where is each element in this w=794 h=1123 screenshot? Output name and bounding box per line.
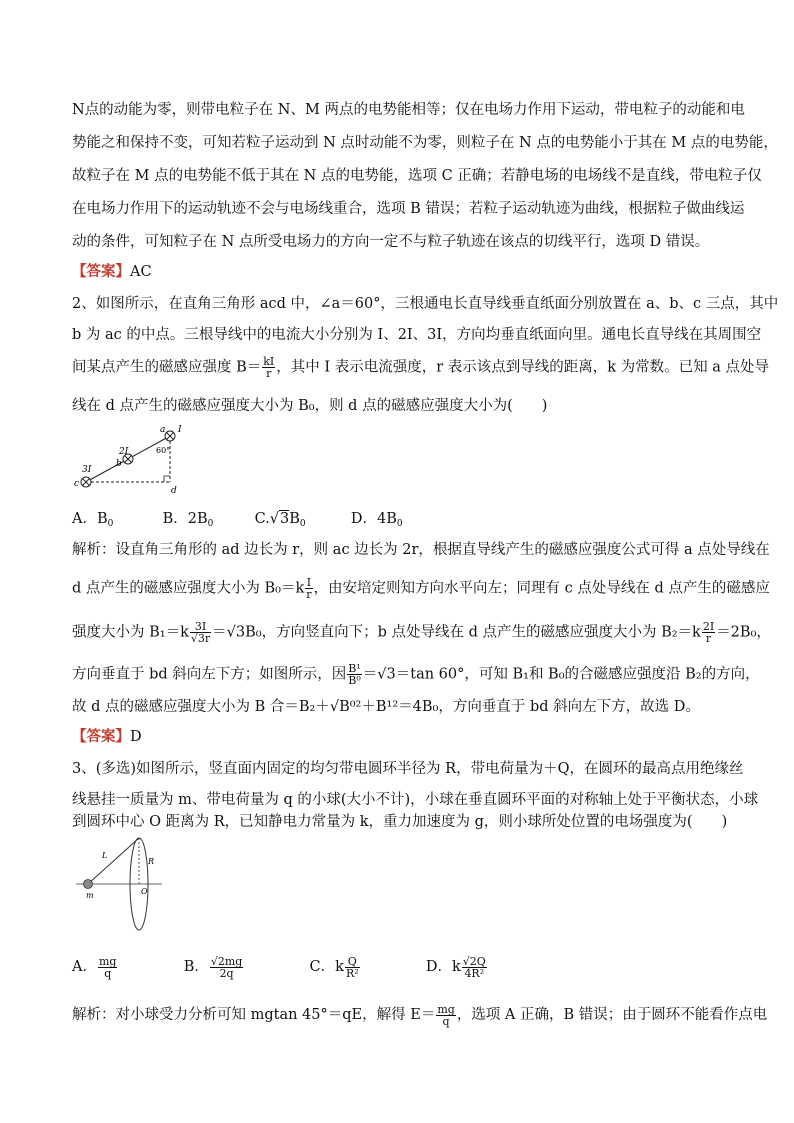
wire-c-icon [81, 477, 91, 487]
options-row [72, 952, 488, 982]
solution-line: 方向垂直于 bd 斜向左下方；如图所示，因 $\frac{\text{B¹}}{\text{B⁰}}$ ＝√3＝tan 60°，可知 B₁和 B₀的合磁感应强度沿 B₂的方向， [72, 662, 760, 687]
option-b: B．$2B_0$ [162, 511, 214, 529]
solution-line: 解析：对小球受力分析可知 mgtan 45°＝qE，解得 E＝ $\frac{mg}{q}$ ，选项 A 正确，B 错误；由于圆环不能看作点电 [72, 1002, 768, 1028]
question-2-line: 间某点产生的磁感应强度 B＝ $\frac{kI}{r}$ ，其中 I 表示电流强度，r 表示该点到导线的距离，k 为常数。已知 a 点处导 [72, 355, 770, 380]
answer-line [72, 262, 152, 282]
svg-text:3I: 3I [82, 465, 92, 475]
question-2-line: 线在 d 点产生的磁感应强度大小为 B₀，则 d 点的磁感应强度大小为( ) [72, 398, 548, 414]
solution-line: d 点产生的磁感应强度大小为 B₀＝k $\frac{I}{r}$ ，由安培定则知方向水平向左；同理有 c 点处导线在 d 点产生的磁感应 [72, 576, 770, 601]
svg-text:O: O [141, 887, 148, 896]
svg-text:a: a [160, 425, 166, 435]
answer-tag: 【答案】 [72, 728, 130, 745]
fraction: $\frac{kI}{r}$ [263, 355, 275, 380]
option-a: A．$B_0$ [72, 511, 114, 529]
question-3-line: 3、(多选)如图所示，竖直面内固定的均匀带电圆环半径为 R，带电荷量为＋Q，在圆环的最高点用绝缘丝 [72, 761, 744, 777]
svg-text:R: R [148, 857, 155, 866]
question-3-line: 到圆环中心 O 距离为 R，已知静电力常量为 k，重力加速度为 g，则小球所处位置的电场强度为( ) [72, 814, 728, 830]
question-2-line: b 为 ac 的中点。三根导线中的电流大小分别为 I、2I、3I，方向均垂直纸面向里。通电长直导线在其周围空 [72, 327, 762, 343]
svg-text:60°: 60° [156, 446, 171, 455]
svg-text:d: d [171, 486, 177, 496]
option-d: D．k $\frac{√2Q}{\text{4R²}}$ [425, 954, 486, 980]
text-line: 势能之和保持不变，可知若粒子运动到 N 点时动能不为零，则粒子在 N 点的电势能小于其在 M 点的电势能， [72, 135, 778, 151]
option-b: B． $\frac{√2mg}{2q}$ [183, 954, 243, 980]
text-line: 故粒子在 M 点的电势能不低于其在 N 点的电势能，选项 C 正确；若静电场的电场线不是直线，带电粒子仅 [72, 168, 762, 184]
text-line: 在电场力作用下的运动轨迹不会与电场线重合，选项 B 错误；若粒子运动轨迹为曲线，根据粒子做曲线运 [72, 201, 745, 217]
solution-line: 故 d 点的磁感应强度大小为 B 合＝B₂＋√B⁰²＋B¹²＝4B₀，方向垂直于 bd 斜向左下方，故选 D。 [72, 699, 700, 715]
wire-a-icon [165, 431, 175, 441]
question-2-line: 2、如图所示，在直角三角形 acd 中，∠a＝60°，三根通电长直导线垂直纸面分别放置在 a、b、c 三点，其中 [72, 296, 779, 312]
answer-value: D [130, 729, 142, 745]
answer-value: AC [130, 264, 152, 280]
svg-text:c: c [74, 479, 80, 489]
option-c: $C.√3B_0$ [254, 511, 306, 529]
svg-text:m: m [86, 891, 94, 900]
ring-figure [72, 832, 172, 932]
answer-line [72, 727, 142, 747]
svg-text:L: L [102, 851, 108, 860]
answer-tag: 【答案】 [72, 263, 130, 280]
text-line: N点的动能为零，则带电粒子在 N、M 两点的电势能相等；仅在电场力作用下运动，带电粒子的动能和电 [72, 102, 745, 118]
svg-text:2I: 2I [119, 447, 129, 457]
option-d: D．$4B_0$ [350, 511, 403, 529]
solution-line: 解析：设直角三角形的 ad 边长为 r，则 ac 边长为 2r，根据直导线产生的磁感应强度公式可得 a 点处导线在 [72, 542, 770, 558]
svg-text:b: b [116, 459, 122, 469]
svg-text:I: I [178, 425, 182, 435]
question-3-line: 线悬挂一质量为 m、带电荷量为 q 的小球(大小不计)，小球在垂直圆环平面的对称轴上处于平衡状态，小球 [72, 792, 759, 808]
ball-icon [84, 880, 93, 889]
triangle-figure [72, 420, 192, 496]
text-line: 动的条件，可知粒子在 N 点所受电场力的方向一定不与粒子轨迹在该点的切线平行，选项 D 错误。 [72, 234, 710, 250]
options-row [72, 509, 403, 534]
solution-line: 强度大小为 B₁＝k $\frac{3I}{√3r}$ ＝√3B₀，方向竖直向下；b 点处导线在 d 点产生的磁感应强度大小为 B₂＝k $\frac{2I}{r}$ ＝2B₀， [72, 620, 771, 645]
option-c: C．k $\frac{Q}{\text{R²}}$ [309, 954, 359, 980]
option-a: A． $\frac{mg}{q}$ [72, 954, 117, 980]
